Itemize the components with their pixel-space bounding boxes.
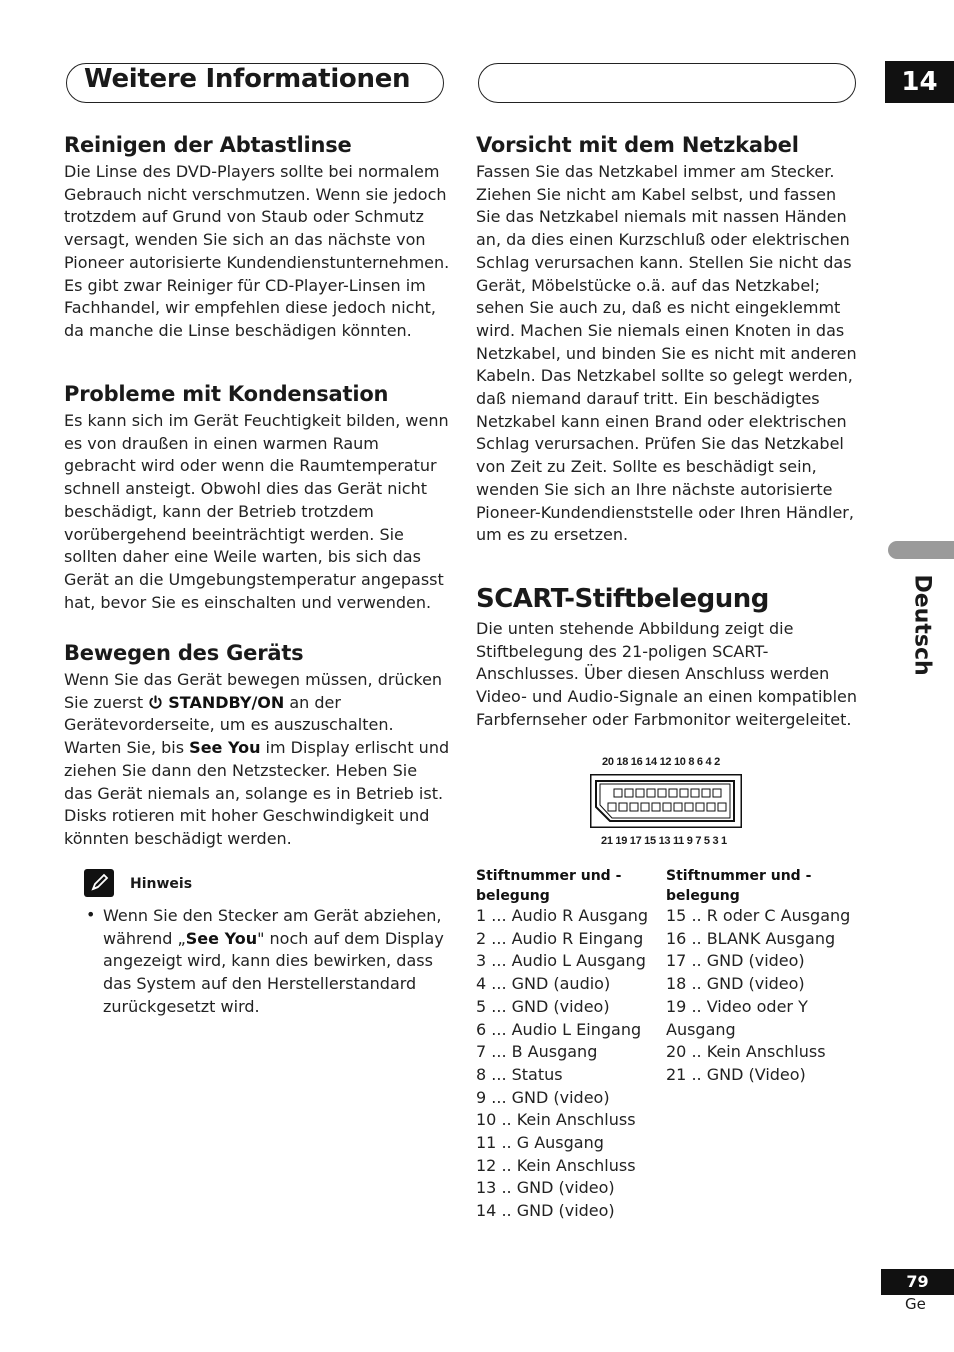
note-label: Hinweis xyxy=(130,876,193,892)
list-item: 14 .. GND (video) xyxy=(476,1201,615,1221)
bullet-dot: • xyxy=(86,905,96,924)
list-item: 17 .. GND (video) xyxy=(666,951,805,971)
header-blank-frame xyxy=(478,63,856,103)
language-code: Ge xyxy=(905,1295,926,1313)
page-number: 79 xyxy=(881,1269,954,1295)
pin-table-header-col2: Stiftnummer und - belegung xyxy=(666,868,812,904)
section-title-cable: Vorsicht mit dem Netzkabel xyxy=(476,133,799,157)
section-body-scart: Die unten stehende Abbildung zeigt die Stiftbelegung des 21-poligen SCART- Anschlusses. Über diesen Anschluss werden Video- und Audio-Signale an einen kompatiblen Farbfernseher oder Farbmonitor weitergeleitet. xyxy=(476,619,857,729)
list-item: 18 .. GND (video) xyxy=(666,974,805,994)
chapter-number: 14 xyxy=(885,61,954,103)
scart-bottom-pin-numbers: 21 19 17 15 13 11 9 7 5 3 1 xyxy=(601,835,727,847)
list-item: 10 .. Kein Anschluss xyxy=(476,1110,636,1130)
note-pencil-icon xyxy=(84,869,114,897)
section-body-condensation: Es kann sich im Gerät Feuchtigkeit bilden, wenn es von draußen in einen warmen Raum gebracht wird oder wenn die Raumtemperatur schnell ansteigt. Obwohl dies das Gerät nicht beschädigt, kann der Betrieb trotzdem vorübergehend beeinträchtigt werden. Sie sollten daher eine Weile warten, bis sich das Gerät an die Umgebungstemperatur angepasst hat, bevor Sie es einschalten und verwenden. xyxy=(64,411,449,612)
list-item: 8 ... Status xyxy=(476,1064,563,1084)
language-tab-bar xyxy=(888,541,954,559)
section-title-condensation: Probleme mit Kondensation xyxy=(64,382,389,406)
list-item: 16 .. BLANK Ausgang xyxy=(666,928,836,948)
list-item: 6 ... Audio L Eingang xyxy=(476,1019,642,1039)
list-item: 12 .. Kein Anschluss xyxy=(476,1155,636,1175)
section-title-moving: Bewegen des Geräts xyxy=(64,641,304,665)
list-item: 20 .. Kein Anschluss xyxy=(666,1042,826,1062)
list-item: 5 ... GND (video) xyxy=(476,996,610,1016)
note-body: Wenn Sie den Stecker am Gerät abziehen, während „See You" noch auf dem Display angezeigt wird, kann dies bewirken, dass das System auf den Herstellerstandard zurückgesetzt wird. xyxy=(103,906,444,1016)
scart-connector-diagram xyxy=(590,774,742,832)
pin-list-col1 xyxy=(476,905,648,1223)
list-item: 1 ... Audio R Ausgang xyxy=(476,906,649,925)
language-label: Deutsch xyxy=(909,574,935,676)
list-item: 11 .. G Ausgang xyxy=(476,1133,604,1153)
section-body-cable: Fassen Sie das Netzkabel immer am Stecker. Ziehen Sie nicht am Kabel selbst, und fassen Sie das Netzkabel niemals mit nassen Händen an, da dies einen Kurzschluß oder elektrischen Schlag verursachen kann. Stellen Sie nicht das Gerät, Möbelstücke o.ä. auf das Netzkabel; sehen Sie auch zu, daß es nicht eingeklemmt wird. Machen Sie niemals einen Knoten in das Netzkabel, und binden Sie es nicht mit anderen Kabeln. Das Netzkabel sollte so gelegt werden, daß niemand darauf tritt. Ein beschädigtes Netzkabel kann einen Brand oder elektrischen Schlag verursachen. Prüfen Sie das Netzkabel von Zeit zu Zeit. Sollte es beschädigt sein, wenden Sie sich an Ihre nächste autorisierte Pioneer-Kundendienststelle oder Ihren Händler, um es zu ersetzen. xyxy=(476,162,857,545)
chapter-title: Weitere Informationen xyxy=(84,64,411,94)
list-item: 2 ... Audio R Eingang xyxy=(476,928,644,948)
section-body-moving: Wenn Sie das Gerät bewegen müssen, drücken Sie zuerst STANDBY/ON an der Gerätevorderseite, um es auszuschalten. Warten Sie, bis See You im Display erlischt und ziehen Sie dann den Netzstecker. Heben Sie das Gerät niemals an, solange es in Betrieb ist. Disks rotieren mit hoher Geschwindigkeit und könnten beschädigt werden. xyxy=(64,670,450,848)
section-title-cleaning: Reinigen der Abtastlinse xyxy=(64,133,352,157)
list-item: Ausgang xyxy=(666,1019,736,1039)
section-title-scart: SCART-Stiftbelegung xyxy=(476,584,769,614)
list-item: 15 .. R oder C Ausgang xyxy=(666,906,851,925)
section-body-cleaning: Die Linse des DVD-Players sollte bei normalem Gebrauch nicht verschmutzen. Wenn sie jedoch trotzdem auf Grund von Staub oder Schmutz versagt, wenden Sie sich an das nächste von Pioneer autorisierte Kundendienstunternehmen. Es gibt zwar Reiniger für CD-Player-Linsen im Fachhandel, wir empfehlen diese jedoch nicht, da manche die Linse beschädigen könnten. xyxy=(64,162,450,340)
list-item: 3 ... Audio L Ausgang xyxy=(476,951,646,971)
power-icon xyxy=(148,693,163,712)
list-item: 4 ... GND (audio) xyxy=(476,974,611,994)
list-item: 13 .. GND (video) xyxy=(476,1178,615,1198)
list-item: 7 ... B Ausgang xyxy=(476,1042,598,1062)
pin-table-header-col1: Stiftnummer und - belegung xyxy=(476,868,622,904)
list-item: 21 .. GND (Video) xyxy=(666,1064,806,1084)
scart-top-pin-numbers: 20 18 16 14 12 10 8 6 4 2 xyxy=(602,756,720,768)
list-item: 19 .. Video oder Y xyxy=(666,996,808,1016)
pin-list-col2 xyxy=(666,905,850,1087)
list-item: 9 ... GND (video) xyxy=(476,1087,610,1107)
